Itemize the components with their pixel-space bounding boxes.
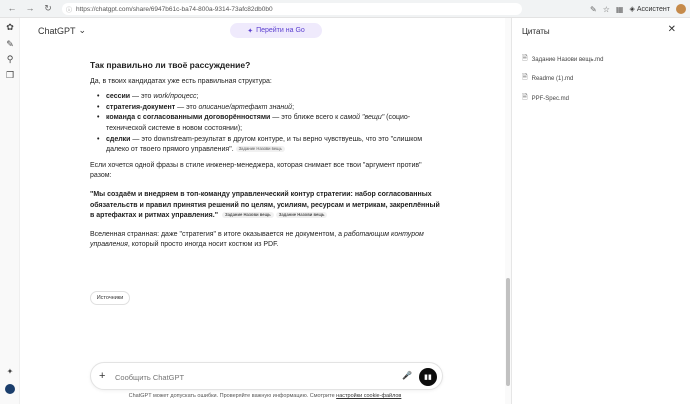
close-icon[interactable]: ✕ — [667, 24, 676, 35]
message-input[interactable] — [115, 371, 365, 383]
assistant-message — [90, 60, 445, 256]
list-item: • стратегия-документ — это описание/артефакт знаний; — [100, 103, 445, 114]
left-sidebar — [0, 18, 20, 404]
citation-chip[interactable]: Задание Назови вещь — [236, 146, 285, 152]
panel-title: Цитаты — [522, 27, 550, 36]
model-selector[interactable] — [38, 25, 86, 36]
back-icon[interactable]: ← — [7, 3, 17, 13]
cookie-settings-link[interactable]: настройки cookie-файлов — [336, 393, 402, 399]
closing-paragraph: Вселенная странная: даже "стратегия" в итоге оказывается не документом, а работающим контуром управления, который просто иногда носит костюм из PDF. — [90, 230, 424, 249]
extensions-icon[interactable]: ▦ — [615, 4, 624, 14]
list-item: • сессии — это work/процесс; — [100, 92, 445, 103]
intro-text: Да, в твоих кандидатах уже есть правильная структура: — [90, 77, 272, 85]
citation-chip[interactable]: Задание Назови вещь — [276, 212, 328, 218]
voice-mode-button[interactable]: ▮▮ — [419, 368, 437, 386]
browser-toolbar — [0, 0, 690, 18]
sources-button[interactable]: Источники — [90, 291, 130, 305]
message-composer — [90, 362, 443, 390]
assistant-button[interactable] — [629, 5, 670, 13]
list-item: • сделки — это downstream-результат в другом контуре, и ты верно чувствуешь, что это "слишком далеко от твоего прямого управления". Задание Назови вещь — [100, 135, 445, 156]
library-icon[interactable]: ❒ — [5, 69, 15, 80]
scrollbar-thumb[interactable] — [506, 278, 510, 386]
go-upgrade-button[interactable] — [230, 23, 322, 38]
file-icon: 🗎 — [522, 74, 528, 81]
upgrade-icon[interactable]: ✦ — [6, 366, 14, 376]
model-label: ChatGPT — [38, 25, 76, 36]
site-info-icon[interactable]: ⓘ — [66, 7, 73, 14]
message-heading: Так правильно ли твоё рассуждение? — [90, 60, 251, 70]
footer-disclaimer: ChatGPT может допускать ошибки. Проверяйте важную информацию. Смотрите настройки cookie-файлов — [128, 393, 402, 399]
file-icon: 🗎 — [522, 94, 528, 101]
citation-file-item[interactable]: 🗎 Readme (1).md — [522, 73, 573, 84]
sparkle-icon: ✦ — [247, 27, 254, 35]
assistant-label: Ассистент — [636, 5, 670, 13]
citation-file-item[interactable]: 🗎 Задание Назови вещь.md — [522, 54, 603, 65]
url-text: https://chatgpt.com/share/6947b61c-ba74-800a-9314-73afc82db0b0 — [76, 5, 273, 13]
bookmark-icon[interactable]: ☆ — [602, 4, 610, 14]
file-icon: 🗎 — [522, 55, 528, 62]
browser-actions — [590, 2, 686, 16]
chevron-down-icon: ⌄ — [78, 25, 87, 35]
translate-icon[interactable]: ✎ — [590, 4, 597, 14]
avatar[interactable] — [5, 384, 15, 394]
chatgpt-logo-icon[interactable]: ✿ — [6, 21, 14, 32]
plus-icon[interactable]: + — [99, 370, 106, 382]
address-bar[interactable] — [62, 3, 522, 15]
paragraph: Если хочется одной фразы в стиле инженер-менеджера, которая снимает все твои "аргумент против" разом: — [90, 161, 422, 180]
forward-icon[interactable]: → — [25, 3, 35, 13]
quote-text: "Мы создаём и внедряем в топ-команду управленческий контур стратегии: набор согласованных обязательств и правил принятия решений по целям, усилиям, ресурсам и метрикам, закреплённый в артефактах и ритмах управления." Задание Назови вещь Задание Назови вещь — [90, 190, 440, 220]
assistant-icon: ◈ — [629, 6, 635, 13]
new-chat-icon[interactable]: ✎ — [6, 38, 14, 49]
reload-icon[interactable]: ↻ — [44, 3, 52, 13]
browser-profile-avatar[interactable] — [676, 4, 686, 14]
search-icon[interactable]: ⚲ — [6, 53, 14, 64]
citation-file-item[interactable]: 🗎 PPF-Spec.md — [522, 93, 569, 104]
microphone-icon[interactable]: 🎤 — [402, 371, 412, 380]
go-label: Перейти на Go — [256, 27, 305, 34]
chat-header — [20, 18, 510, 44]
citation-chip[interactable]: Задание Назови вещь — [222, 212, 274, 218]
bullet-list — [100, 92, 445, 156]
citations-panel — [511, 18, 690, 404]
list-item: • команда с согласованными договорённостями — это ближе всего к самой "вещи" (социо-технической системе в новом состоянии); — [100, 113, 445, 134]
